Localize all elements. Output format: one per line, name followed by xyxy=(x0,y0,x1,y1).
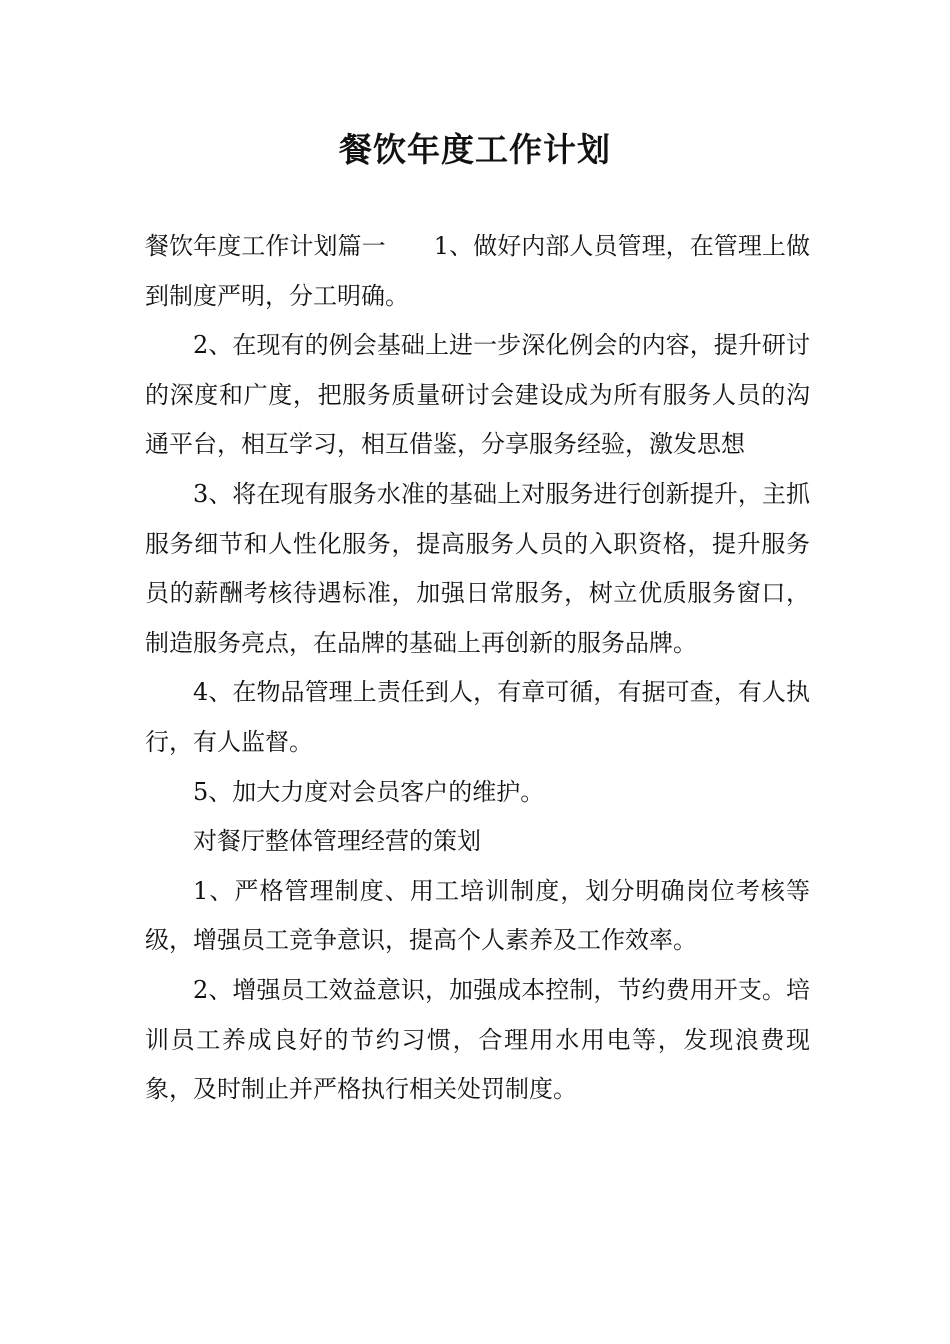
document-title: 餐饮年度工作计划 xyxy=(339,130,611,169)
paragraph-item-5: 5、加大力度对会员客户的维护。 xyxy=(193,777,545,806)
paragraph-section-item-2: 2、增强员工效益意识，加强成本控制，节约费用开支。培训员工养成良好的节约习惯，合理用水用电等，发现浪费现象，及时制止并严格执行相关处罚制度。 xyxy=(145,975,810,1104)
paragraph-item-2: 2、在现有的例会基础上进一步深化例会的内容，提升研讨的深度和广度，把服务质量研讨会建设成为所有服务人员的沟通平台，相互学习，相互借鉴，分享服务经验，激发思想 xyxy=(145,331,810,459)
paragraph-item-3: 3、将在现有服务水准的基础上对服务进行创新提升，主抓服务细节和人性化服务，提高服务人员的入职资格，提升服务员的薪酬考核待遇标准，加强日常服务，树立优质服务窗口，制造服务亮点，在品牌的基础上再创新的服务品牌。 xyxy=(145,479,810,657)
paragraph-section-item-1: 1、严格管理制度、用工培训制度，划分明确岗位考核等级，增强员工竞争意识，提高个人素养及工作效率。 xyxy=(145,876,810,955)
paragraph-item-4: 4、在物品管理上责任到人，有章可循，有据可查，有人执行，有人监督。 xyxy=(145,678,810,756)
paragraph-intro: 餐饮年度工作计划篇一 1、做好内部人员管理，在管理上做到制度严明，分工明确。 xyxy=(145,232,810,310)
section-heading: 对餐厅整体管理经营的策划 xyxy=(193,827,481,856)
document-body xyxy=(145,222,810,1115)
